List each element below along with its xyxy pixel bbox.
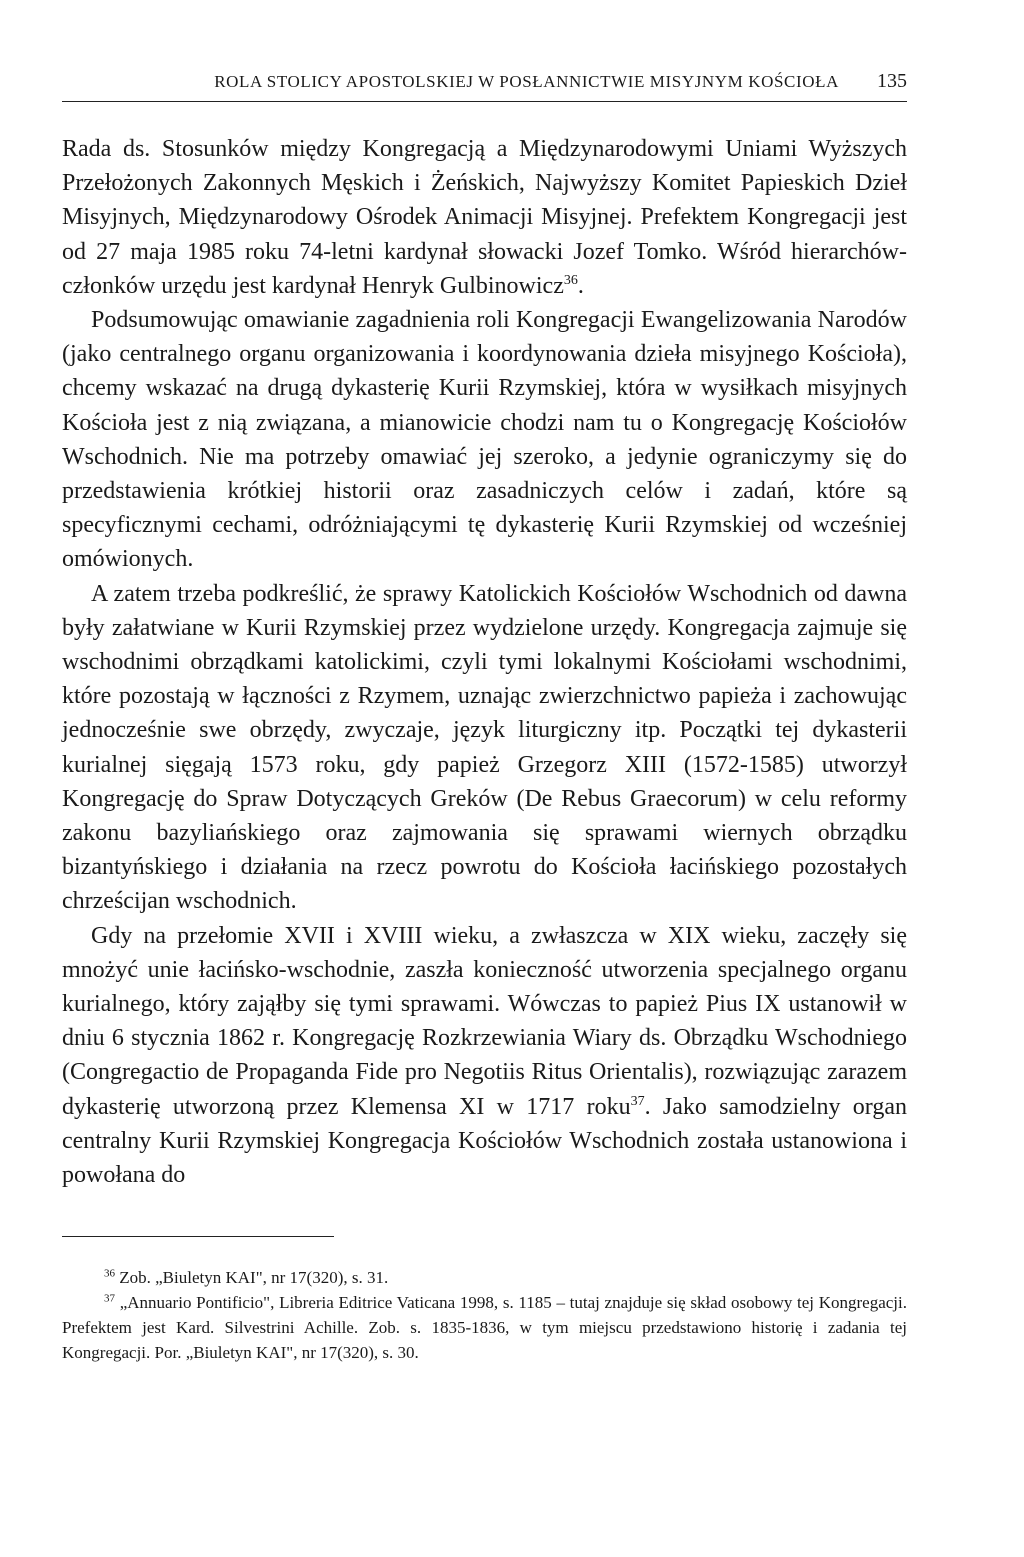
footnote-separator [62,1236,334,1237]
paragraph-1 [62,132,907,303]
footnote-ref-36: 36 [563,272,578,288]
footnotes [62,1265,907,1365]
footnote-36 [62,1265,907,1290]
paragraph-4-tail: . Jako samodzielny organ centralny Kurii Rzymskiej Kongregacja Kościołów Wschodnich została ustanowiona i powołana do [62,1093,907,1189]
footnote-number: 36 [104,1267,115,1280]
paragraph-1-tail: . [577,272,584,299]
footnote-37 [62,1290,907,1365]
document-page [62,70,907,1365]
paragraph-3: A zatem trzeba podkreślić, że sprawy Katolickich Kościołów Wschodnich od dawna były załatwiane w Kurii Rzymskiej przez wydzielone urzędy. Kongregacja zajmuje się wschodnimi obrządkami katolickimi, czyli tymi lokalnymi Kościołami wschodnimi, które pozostają w łączności z Rzymem, uznając zwierzchnictwo papieża i zachowując jednocześnie swe obrzędy, zwyczaje, język liturgiczny itp. Początki tej dykasterii kurialnej sięgają 1573 roku, gdy papież Grzegorz XIII (1572-1585) utworzył Kongregację do Spraw Dotyczących Greków (De Rebus Graecorum) w celu reformy zakonu bazyliańskiego oraz zajmowania się sprawami wiernych obrządku bizantyńskiego i działania na rzecz powrotu do Kościoła łacińskiego pozostałych chrześcijan wschodnich. [62,580,907,915]
footnote-ref-37: 37 [630,1093,645,1109]
body-text [62,132,907,1192]
footnote-number: 37 [104,1292,115,1305]
paragraph-1-text: Rada ds. Stosunków między Kongregacją a Międzynarodowymi Uniami Wyższych Przełożonych Zakonnych Męskich i Żeńskich, Najwyższy Komitet Papieskich Dzieł Misyjnych, Międzynarodowy Ośrodek Animacji Misyjnej. Prefektem Kongregacji jest od 27 maja 1985 roku 74-letni kardynał słowacki Jozef Tomko. Wśród hierarchów-członków urzędu jest kardynał Henryk Gulbinowicz [62,136,907,299]
page-number: 135 [877,70,907,92]
paragraph-2: Podsumowując omawianie zagadnienia roli Kongregacji Ewangelizowania Narodów (jako centralnego organu organizowania i koordynowania dzieła misyjnego Kościoła), chcemy wskazać na drugą dykasterię Kurii Rzymskiej, która w wysiłkach misyjnych Kościoła jest z nią związana, a mianowicie chodzi nam tu o Kongregację Kościołów Wschodnich. Nie ma potrzeby omawiać jej szeroko, a jedynie ograniczymy się do przedstawienia krótkiej historii oraz zasadniczych celów i zadań, które są specyficznymi cechami, odróżniającymi tę dykasterię Kurii Rzymskiej od wcześniej omówionych. [62,307,907,573]
running-header [62,70,907,102]
paragraph-4-text: Gdy na przełomie XVII i XVIII wieku, a zwłaszcza w XIX wieku, zaczęły się mnożyć unie łacińsko-wschodnie, zaszła konieczność utworzenia specjalnego organu kurialnego, który zająłby się tymi sprawami. Wówczas to papież Pius IX ustanowił w dniu 6 stycznia 1862 r. Kongregację Rozkrzewiania Wiary ds. Obrządku Wschodniego (Congregactio de Propaganda Fide pro Negotiis Ritus Orientalis), rozwiązując zarazem dykasterię utworzoną przez Klemensa XI w 1717 roku [62,922,907,1120]
running-title: ROLA STOLICY APOSTOLSKIEJ W POSŁANNICTWIE MISYJNYM KOŚCIOŁA [214,72,839,91]
footnote-text: „Annuario Pontificio", Libreria Editrice Vaticana 1998, s. 1185 – tutaj znajduje się skład osobowy tej Kongregacji. Prefektem jest Kard. Silvestrini Achille. Zob. s. 1835-1836, w tym miejscu przedstawiono historię i zadania tej Kongregacji. Por. „Biuletyn KAI", nr 17(320), s. 30. [62,1293,907,1363]
footnote-text: Zob. „Biuletyn KAI", nr 17(320), s. 31. [115,1268,389,1288]
paragraph-4 [62,919,907,1193]
